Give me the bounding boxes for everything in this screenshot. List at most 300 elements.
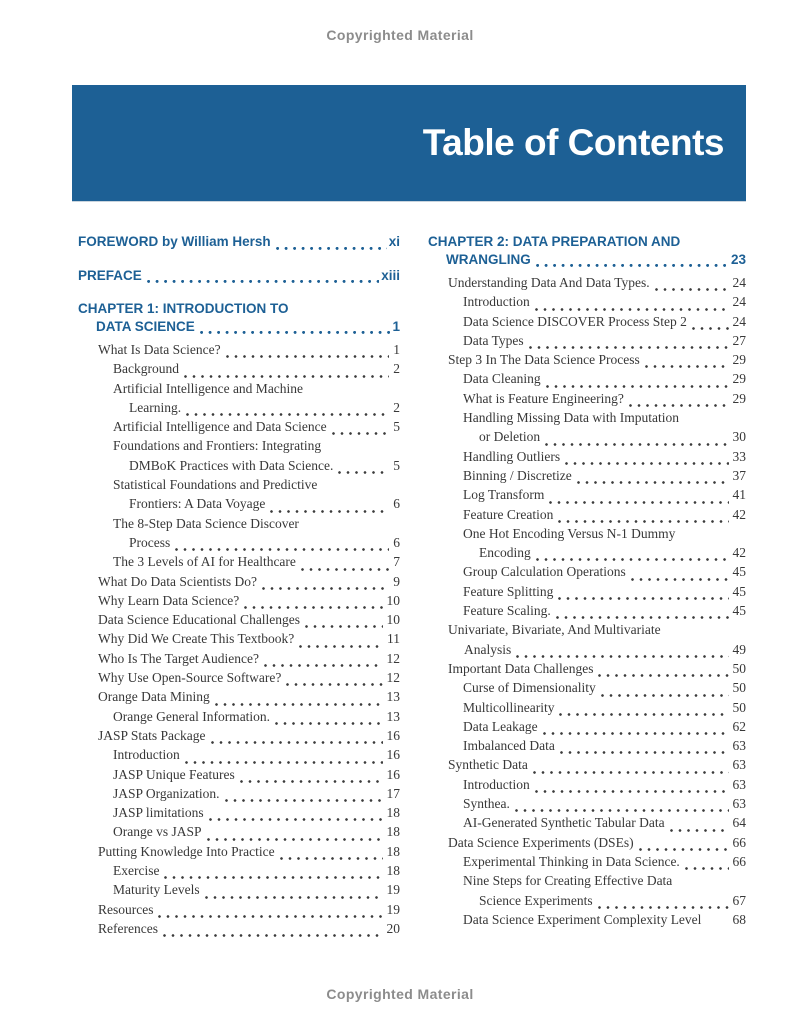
page-number: 49: [732, 641, 746, 657]
page-title: Table of Contents: [422, 122, 724, 163]
toc-entry-line2: [428, 562, 746, 581]
toc-entry: [428, 775, 746, 794]
toc-entry: [78, 629, 400, 648]
toc-entry-line2: [78, 267, 400, 285]
dot-leader: [598, 897, 729, 910]
toc-entry-label: Imbalanced Data: [463, 738, 555, 754]
toc-entry: [78, 687, 400, 706]
toc-entry: [78, 417, 400, 436]
toc-entry-label: Exercise: [113, 863, 160, 879]
toc-entry-label: Why Did We Create This Textbook?: [98, 631, 295, 647]
page-number: 67: [732, 892, 746, 908]
toc-entry: [428, 717, 746, 736]
toc-entry-label: Synthea.: [463, 796, 510, 812]
toc-entry-label: Binning / Discretize: [463, 467, 572, 483]
toc-entry: [78, 610, 400, 629]
toc-entry-line2: [428, 736, 746, 755]
toc-entry: [428, 447, 746, 466]
toc-entry: [428, 620, 746, 659]
dot-leader: [706, 916, 728, 929]
page-number: 24: [732, 275, 746, 290]
toc-entry: [78, 919, 400, 938]
toc-entry-label: Orange Data Mining: [98, 689, 210, 705]
toc-entry-label: Feature Creation: [463, 506, 554, 522]
page-number: 50: [732, 699, 746, 715]
dot-leader: [299, 636, 383, 649]
dot-leader: [558, 511, 728, 524]
toc-entry: [78, 842, 400, 861]
page-number: 50: [732, 660, 746, 676]
page-number: 29: [732, 371, 746, 387]
toc-entry-line2: [428, 331, 746, 350]
toc-entry-label: Encoding: [479, 545, 531, 561]
toc-entry: [428, 871, 746, 910]
toc-entry-label: Data Science Experiments (DSEs): [448, 834, 634, 850]
toc-entry-line2: [428, 852, 746, 871]
toc-entry-line2: [78, 649, 400, 668]
toc-entry-line2: [78, 456, 400, 475]
page-number: 16: [386, 747, 400, 763]
toc-entry: [78, 300, 400, 335]
page-number: 23: [730, 251, 746, 267]
toc-entry-label: Data Science DISCOVER Process Step 2: [463, 313, 687, 329]
title-banner: [72, 85, 746, 201]
toc-entry-label: Data Science Experiment Complexity Level: [463, 911, 702, 927]
toc-entry-label: What Do Data Scientists Do?: [98, 573, 257, 589]
toc-entry-label: What is Feature Engineering?: [463, 390, 624, 406]
page-number: 10: [386, 612, 400, 628]
toc-entry-line1: Univariate, Bivariate, And Multivariate: [448, 622, 661, 638]
toc-entry-line2: [78, 745, 400, 764]
toc-entry: [78, 475, 400, 514]
toc-entry-label: JASP Unique Features: [113, 766, 235, 782]
toc-entry: [428, 273, 746, 292]
table-of-contents: [78, 233, 746, 938]
toc-entry: [78, 649, 400, 668]
dot-leader: [645, 356, 729, 369]
toc-entry-line2: [428, 659, 746, 678]
toc-entry-line1: CHAPTER 1: INTRODUCTION TO: [78, 301, 289, 316]
toc-entry-line2: [78, 919, 400, 938]
toc-entry-line2: [78, 533, 400, 552]
toc-entry: [428, 562, 746, 581]
dot-leader: [670, 820, 729, 833]
page-number: 1: [393, 342, 400, 357]
toc-entry: [78, 861, 400, 880]
page-number: 11: [387, 631, 400, 647]
dot-leader: [692, 318, 729, 331]
toc-entry-label: Process: [129, 534, 171, 550]
toc-entry-label: Data Science Educational Challenges: [98, 612, 301, 628]
toc-entry: [428, 582, 746, 601]
toc-entry-label: PREFACE: [78, 267, 142, 283]
toc-entry-line2: [78, 629, 400, 648]
toc-entry-line2: [428, 543, 746, 562]
toc-entry: [428, 794, 746, 813]
dot-leader: [549, 492, 728, 505]
toc-entry-line2: [428, 775, 746, 794]
toc-entry-line2: [428, 273, 746, 292]
dot-leader: [639, 839, 729, 852]
toc-entry-line2: [78, 552, 400, 571]
toc-entry: [78, 803, 400, 822]
page-number: xi: [388, 234, 400, 249]
dot-leader: [536, 255, 729, 268]
toc-column-left: [78, 233, 400, 938]
toc-entry-label: Background: [113, 361, 179, 377]
page-number: 16: [386, 766, 400, 782]
toc-entry-line2: [428, 601, 746, 620]
toc-entry-line1: Foundations and Frontiers: Integrating: [113, 438, 322, 454]
page-number: 18: [386, 824, 400, 840]
toc-entry-line2: [428, 447, 746, 466]
toc-entry-line2: [428, 292, 746, 311]
copyright-notice-top: Copyrighted Material: [326, 27, 474, 43]
page-number: 9: [393, 573, 400, 589]
toc-entry-label: Why Use Open-Source Software?: [98, 670, 282, 686]
dot-leader: [244, 597, 382, 610]
toc-entry-line2: [78, 861, 400, 880]
toc-entry-label: References: [98, 920, 158, 936]
toc-entry: [78, 379, 400, 418]
toc-entry-label: Why Learn Data Science?: [98, 592, 240, 608]
toc-entry: [78, 726, 400, 745]
toc-entry-line2: [428, 251, 746, 269]
toc-entry-line2: [78, 359, 400, 378]
toc-entry-line2: [78, 398, 400, 417]
toc-entry-line1: The 8-Step Data Science Discover: [113, 515, 299, 531]
dot-leader: [598, 665, 728, 678]
page-number: 18: [386, 863, 400, 879]
toc-entry-label: Feature Scaling.: [463, 603, 551, 619]
toc-entry-label: Analysis: [464, 641, 512, 657]
dot-leader: [533, 762, 729, 775]
page-number: 33: [732, 448, 746, 464]
toc-entry-line2: [78, 880, 400, 899]
toc-entry-label: or Deletion: [479, 429, 541, 445]
dot-leader: [546, 376, 729, 389]
dot-leader: [207, 829, 383, 842]
toc-entry-label: Putting Knowledge Into Practice: [98, 843, 275, 859]
toc-entry-label: Group Calculation Operations: [463, 564, 626, 580]
toc-entry-label: Artificial Intelligence and Data Science: [113, 419, 327, 435]
page-number: 42: [732, 506, 746, 522]
page-number: 29: [732, 390, 746, 406]
page-number: 5: [393, 457, 400, 473]
toc-entry-label: AI-Generated Synthetic Tabular Data: [463, 815, 665, 831]
page-number: 24: [732, 294, 746, 310]
toc-entry-line1: One Hot Encoding Versus N-1 Dummy: [463, 525, 676, 541]
page-number: 10: [386, 592, 400, 608]
page-number: 27: [732, 332, 746, 348]
toc-entry-line2: [78, 726, 400, 745]
page-number: 6: [393, 496, 400, 512]
toc-entry: [428, 466, 746, 485]
toc-entry-line2: [428, 485, 746, 504]
toc-entry-label: Frontiers: A Data Voyage: [129, 496, 266, 512]
toc-entry: [78, 572, 400, 591]
toc-entry: [428, 524, 746, 563]
toc-entry-line2: [78, 668, 400, 687]
dot-leader: [655, 279, 729, 292]
toc-entry-label: Science Experiments: [479, 892, 593, 908]
page-number: 63: [732, 757, 746, 773]
page-number: 5: [393, 419, 400, 435]
page-number: 19: [386, 901, 400, 917]
dot-leader: [305, 616, 382, 629]
toc-entry-line2: [428, 427, 746, 446]
toc-entry-line2: [78, 707, 400, 726]
toc-entry: [78, 436, 400, 475]
dot-leader: [158, 906, 382, 919]
page-number: 24: [732, 313, 746, 329]
dot-leader: [164, 867, 382, 880]
toc-entry-line1: Artificial Intelligence and Machine: [113, 380, 304, 396]
page-number: 50: [732, 680, 746, 696]
dot-leader: [558, 588, 728, 601]
dot-leader: [535, 781, 729, 794]
toc-entry: [428, 369, 746, 388]
dot-leader: [545, 434, 728, 447]
dot-leader: [577, 472, 729, 485]
page-number: 13: [386, 708, 400, 724]
toc-entry-label: Data Leakage: [463, 718, 538, 734]
copyright-notice-bottom: Copyrighted Material: [326, 986, 474, 1002]
toc-entry: [78, 784, 400, 803]
toc-entry: [428, 736, 746, 755]
dot-leader: [209, 809, 383, 822]
dot-leader: [184, 366, 389, 379]
toc-entry-line2: [78, 610, 400, 629]
dot-leader: [338, 462, 389, 475]
toc-entry: [78, 552, 400, 571]
dot-leader: [286, 674, 382, 687]
page-number: 29: [732, 352, 746, 368]
toc-entry-line2: [428, 717, 746, 736]
toc-entry-label: The 3 Levels of AI for Healthcare: [113, 554, 296, 570]
toc-entry-line2: [428, 910, 746, 929]
toc-entry: [428, 292, 746, 311]
dot-leader: [332, 423, 390, 436]
page-number: 17: [386, 785, 400, 801]
toc-entry-line1: Handling Missing Data with Imputation: [463, 410, 679, 426]
dot-leader: [536, 549, 729, 562]
page-number: 20: [386, 920, 400, 936]
dot-leader: [515, 800, 729, 813]
toc-entry-label: Important Data Challenges: [448, 660, 594, 676]
toc-entry-label: Maturity Levels: [113, 882, 200, 898]
dot-leader: [275, 713, 382, 726]
dot-leader: [226, 346, 390, 359]
page-number: 19: [386, 882, 400, 898]
toc-entry-line2: [78, 803, 400, 822]
toc-entry-label: Learning.: [129, 399, 182, 415]
toc-entry-label: Introduction: [463, 776, 530, 792]
page-number: 12: [386, 650, 400, 666]
dot-leader: [264, 655, 382, 668]
dot-leader: [601, 685, 729, 698]
toc-entry: [428, 233, 746, 268]
toc-entry-label: Data Cleaning: [463, 371, 541, 387]
page-number: 13: [386, 689, 400, 705]
dot-leader: [629, 395, 729, 408]
toc-entry-line2: [428, 389, 746, 408]
toc-entry-label: Introduction: [463, 294, 530, 310]
page-number: 62: [732, 718, 746, 734]
dot-leader: [516, 646, 728, 659]
toc-entry: [428, 408, 746, 447]
toc-entry: [428, 813, 746, 832]
toc-entry: [428, 678, 746, 697]
toc-entry-label: DMBoK Practices with Data Science.: [129, 457, 334, 473]
toc-entry-line2: [428, 698, 746, 717]
toc-entry-line2: [428, 891, 746, 910]
toc-entry-label: Understanding Data And Data Types.: [448, 275, 650, 290]
toc-entry-line2: [78, 900, 400, 919]
dot-leader: [276, 238, 387, 251]
toc-entry-line1: CHAPTER 2: DATA PREPARATION AND: [428, 234, 681, 249]
toc-entry: [428, 389, 746, 408]
dot-leader: [560, 742, 729, 755]
toc-entry-line2: [428, 582, 746, 601]
page-number: 7: [393, 554, 400, 570]
toc-entry: [78, 668, 400, 687]
toc-entry: [428, 312, 746, 331]
dot-leader: [543, 723, 729, 736]
page-number: 2: [393, 361, 400, 377]
toc-entry-label: What Is Data Science?: [98, 342, 221, 357]
toc-entry-label: JASP Stats Package: [98, 727, 206, 743]
dot-leader: [225, 790, 383, 803]
toc-entry-label: Introduction: [113, 747, 180, 763]
toc-entry: [78, 822, 400, 841]
toc-entry: [78, 900, 400, 919]
page-number: 6: [393, 534, 400, 550]
page-number: 45: [732, 583, 746, 599]
page-number: 63: [732, 776, 746, 792]
dot-leader: [186, 404, 389, 417]
page-number: 16: [386, 727, 400, 743]
toc-entry-label: Step 3 In The Data Science Process: [448, 352, 640, 368]
toc-entry: [78, 880, 400, 899]
page-number: 63: [732, 738, 746, 754]
dot-leader: [147, 271, 379, 284]
dot-leader: [185, 752, 383, 765]
toc-entry: [428, 910, 746, 929]
toc-entry: [78, 233, 400, 251]
page-number: 42: [732, 545, 746, 561]
dot-leader: [559, 704, 728, 717]
dot-leader: [270, 501, 389, 514]
toc-entry-line2: [428, 755, 746, 774]
toc-entry-label: Resources: [98, 901, 154, 917]
page-number: 66: [732, 853, 746, 869]
dot-leader: [175, 539, 389, 552]
toc-entry: [78, 267, 400, 285]
toc-entry-label: Experimental Thinking in Data Science.: [463, 853, 680, 869]
page-number: 18: [386, 805, 400, 821]
toc-entry: [428, 698, 746, 717]
dot-leader: [565, 453, 728, 466]
page-number: 41: [732, 487, 746, 503]
toc-entry-line1: Nine Steps for Creating Effective Data: [463, 873, 673, 889]
toc-entry-label: Handling Outliers: [463, 448, 561, 464]
toc-entry-line2: [428, 505, 746, 524]
dot-leader: [211, 732, 383, 745]
page-number: 2: [393, 399, 400, 415]
toc-entry-line2: [78, 784, 400, 803]
dot-leader: [163, 925, 383, 938]
page-number: xiii: [381, 267, 400, 283]
toc-column-right: [428, 233, 746, 938]
toc-entry: [78, 591, 400, 610]
page-number: 45: [732, 603, 746, 619]
toc-entry-line2: [428, 312, 746, 331]
toc-entry-line1: Statistical Foundations and Predictive: [113, 477, 318, 493]
toc-entry-line2: [78, 822, 400, 841]
page-number: 18: [386, 843, 400, 859]
dot-leader: [301, 559, 389, 572]
toc-entry-line2: [78, 591, 400, 610]
page-number: 12: [386, 670, 400, 686]
dot-leader: [205, 887, 383, 900]
dot-leader: [535, 299, 729, 312]
dot-leader: [200, 322, 391, 335]
toc-entry-label: Orange General Information.: [113, 708, 271, 724]
toc-entry-label: Log Transform: [463, 487, 545, 503]
dot-leader: [280, 848, 383, 861]
toc-entry-line2: [428, 466, 746, 485]
page-number: 30: [732, 429, 746, 445]
toc-entry-line2: [78, 765, 400, 784]
toc-entry-line2: [78, 494, 400, 513]
dot-leader: [556, 607, 729, 620]
toc-entry: [78, 707, 400, 726]
toc-entry-label: Multicollinearity: [463, 699, 555, 715]
toc-entry: [78, 765, 400, 784]
toc-entry-label: JASP Organization.: [113, 785, 220, 801]
toc-entry: [78, 359, 400, 378]
toc-entry-label: Synthetic Data: [448, 757, 528, 773]
toc-entry-label: DATA SCIENCE: [96, 318, 195, 334]
toc-entry-label: Who Is The Target Audience?: [98, 650, 260, 666]
page-number: 68: [732, 911, 746, 927]
toc-entry: [78, 745, 400, 764]
dot-leader: [262, 578, 389, 591]
toc-entry-line2: [78, 842, 400, 861]
toc-entry: [428, 755, 746, 774]
toc-entry-line2: [78, 572, 400, 591]
toc-entry-line2: [428, 813, 746, 832]
toc-entry-label: Feature Splitting: [463, 583, 554, 599]
toc-entry-label: Orange vs JASP: [113, 824, 202, 840]
dot-leader: [685, 858, 729, 871]
toc-entry-line2: [78, 340, 400, 359]
toc-entry-line2: [78, 417, 400, 436]
toc-entry-label: WRANGLING: [446, 251, 531, 267]
toc-entry-label: FOREWORD by William Hersh: [78, 234, 271, 249]
dot-leader: [240, 771, 383, 784]
page-number: 45: [732, 564, 746, 580]
toc-entry-line2: [428, 794, 746, 813]
dot-leader: [631, 569, 729, 582]
toc-entry: [428, 601, 746, 620]
toc-entry-line2: [428, 369, 746, 388]
toc-entry: [428, 659, 746, 678]
dot-leader: [529, 337, 729, 350]
toc-entry-label: Curse of Dimensionality: [463, 680, 596, 696]
toc-entry-line2: [428, 640, 746, 659]
